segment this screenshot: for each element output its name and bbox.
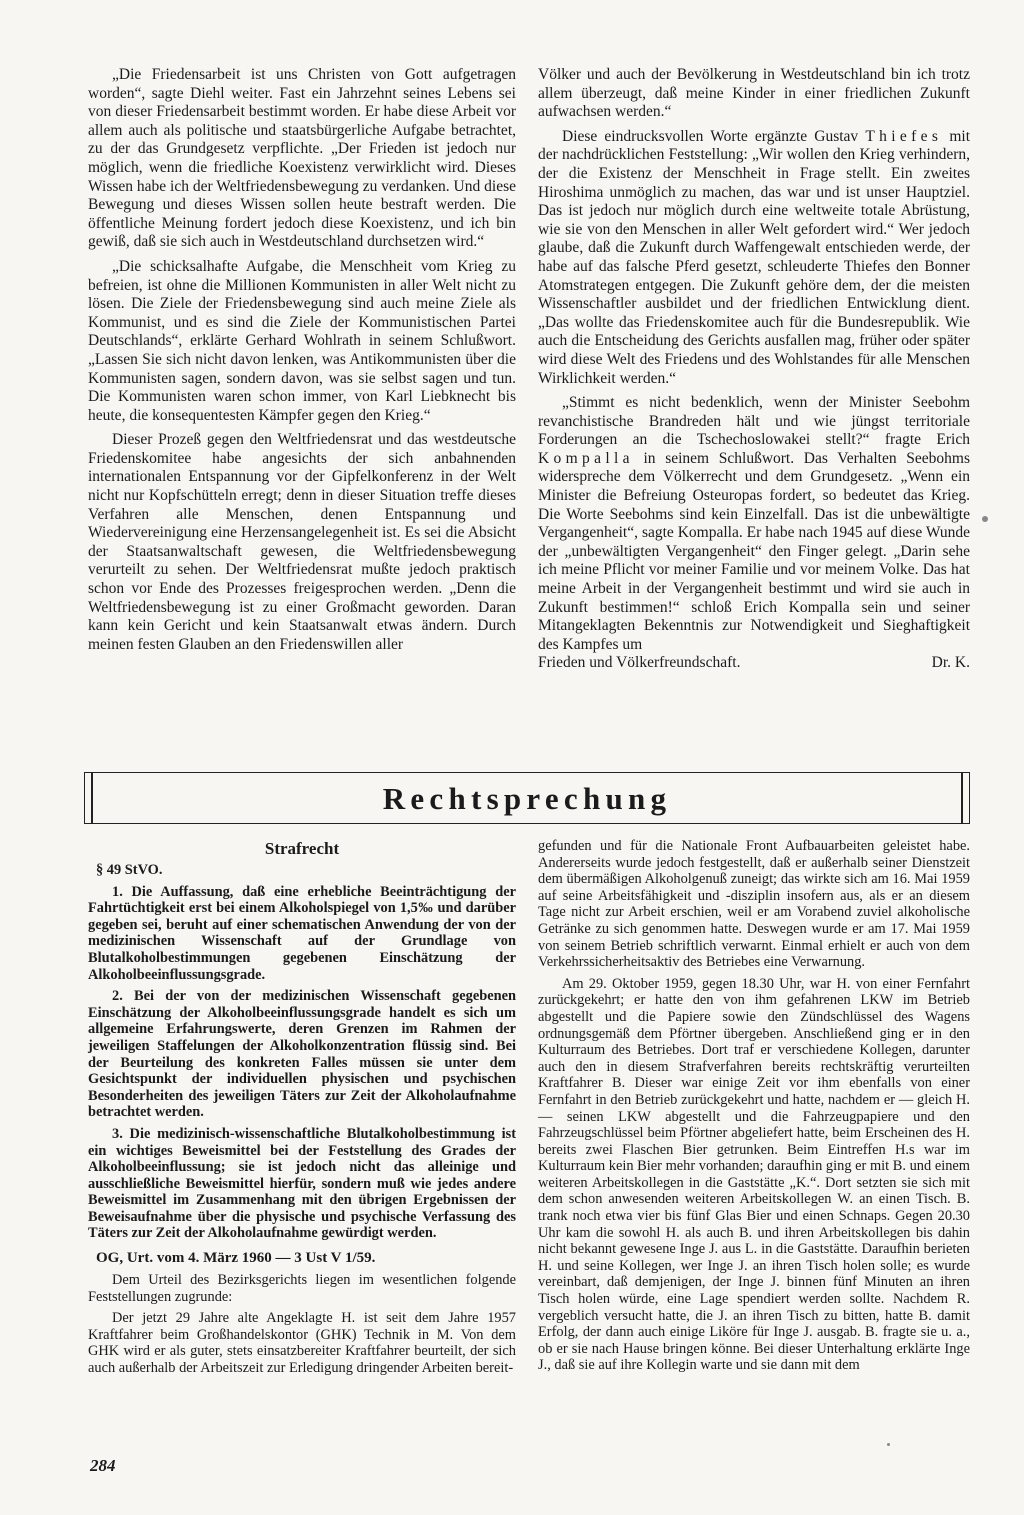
- print-speck: [887, 1443, 890, 1446]
- article-paragraph: „Stimmt es nicht bedenklich, wenn der Minister Seebohm revanchistische Brandreden hält und wie jüngst territoriale Forderungen an die Tschechoslowakei stellt?“ fragte Erich Kompalla in seinem Schlußwort. Das Verhalten Seebohms widerspreche dem Völkerrecht und dem Grundgesetz. „Wenn ein Minister die Befreiung Osteuropas fordert, so bedeutet das Krieg. Die Worte Seebohms sind kein Einzelfall. Das ist die unbewältigte Vergangenheit“, sagte Kompalla. Er habe nach 1945 auf diese Wunde der „unbewältigten Vergangenheit“ den Finger gelegt. „Darin sehe ich meine Pflicht vor meiner Familie und vor meinem Volke. Das hat meine Arbeit in der Vergangenheit bestimmt und wird sie auch in Zukunft bestimmen!“ schloß Erich Kompalla sein und seiner Mitangeklagten Bekenntnis zur Notwendigkeit und Sieghaftigkeit des Kampfes um: [538, 394, 970, 653]
- ruling-paragraph: gefunden und für die Nationale Front Aufbauarbeiten geleistet habe. Andererseits wurde jedoch festgestellt, daß er außerhalb seiner Dienstzeit dem übermäßigen Alkoholgenuß zuneigt; das wirkte sich am 16. Mai 1959 auf seine Arbeitsfähigkeit und -disziplin insofern aus, als er an diesem Tage nicht zur Arbeit erschien, weil er am Vorabend zuviel alkoholische Getränke zu sich genommen hatte. Deswegen wurde er am 17. Mai 1959 von seinem Betrieb schriftlich verwarnt. Einmal erhielt er auch von dem Verkehrssicherheitsaktiv des Betriebes eine Verwarnung.: [538, 838, 970, 971]
- ruling-paragraph: Am 29. Oktober 1959, gegen 18.30 Uhr, war H. von einer Fernfahrt zurückgekehrt; er hatte den von ihm gefahrenen LKW im Betrieb abgestellt und die Papiere sowie den Zündschlüssel des Wagens ordnungsgemäß dem Pförtner übergeben. Anschließend ging er in den Kulturraum des Betriebes. Dort traf er verschiedene Kollegen, darunter auch den in diesem Strafverfahren bereits rechtskräftig verurteilten Kraftfahrer B. Dieser war einige Zeit vor ihm ebenfalls von einer Fernfahrt in den Betrieb zurückgekehrt und hatte, nachdem er — gleich H. — seinen LKW abgestellt und die Fahrzeugpapiere und den Fahrzeugschlüssel beim Pförtner abgeliefert hatte, beim Erscheinen des H. bereits zwei Flaschen Bier getrunken. Beim Eintreffen H.s war im Kulturraum kein Bier mehr vorhanden; daraufhin ging er mit B. und einem weiteren Arbeitskollegen in die Gaststätte „K.“. Dort setzten sie sich mit dem schon anwesenden weiteren Arbeitskollegen W. an einen Tisch. B. trank noch etwa vier bis fünf Glas Bier und einen Schnaps. Gegen 20.30 Uhr kam die sowohl H. als auch B. und ihren Arbeitskollegen bis dahin nicht bekannt gewesene Inge J. aus L. in die Gaststätte. Daraufhin berieten H. und seine Kollegen, wer Inge J. an ihren Tisch holen solle; es wurde vereinbart, daß demjenigen, der Inge J. binnen fünf Minuten an ihren Tisch holen würde, eine Lage spendiert werden sollte. Nachdem R. vergeblich versucht hatte, die J. an ihren Tisch zu bitten, hatte B. damit Erfolg, der dann auch einige Liköre für Inge J. ausgab. B. fragte sie u. a., ob er sie nach Hause bringen könne. Bei dieser Unterhaltung erklärte Inge J., daß sie auf ihre Kollegin warte und sie dann mit dem: [538, 975, 970, 1374]
- section-banner-title: Rechtsprechung: [382, 781, 672, 816]
- author-signature: Dr. K.: [931, 654, 970, 672]
- section-banner: [84, 772, 970, 824]
- article-paragraph: Dieser Prozeß gegen den Weltfriedensrat und das westdeutsche Friedenskomitee habe angesichts der sich anbahnenden internationalen Entspannung vor der Gipfelkonferenz in der Welt nicht nur Kopfschütteln erregt; denn in dieser Situation treffe dieses Verfahren alle Menschen, denen Entspannung und Wiedervereinigung eine Herzensangelegenheit ist. Es sei die Absicht der Staatsanwaltschaft gewesen, die Weltfriedensbewegung verurteilt zu sehen. Der Weltfriedensrat mußte jedoch praktisch schon vor Ende des Prozesses freigesprochen werden. „Denn die Weltfriedensbewegung ist zu einer Großmacht geworden. Daran kann kein Gericht und kein Staatsanwalt etwas ändern. Durch meinen festen Glauben an den Friedenswillen aller: [88, 431, 516, 653]
- leitsatz: 3. Die medizinisch-wissenschaftliche Blutalkoholbestimmung ist ein wichtiges Beweismittel bei der Feststellung des Grades der Alkoholbeeinflussung; sie ist jedoch nicht das alleinige und ausschließliche Beweismittel hierfür, sondern muß wie jedes andere Beweismittel im Zusammenhang mit den übrigen Ergebnissen der Beweisaufnahme über die physische und psychische Verfassung des Täters zur Zeit der Alkoholaufnahme gewürdigt werden.: [88, 1125, 516, 1242]
- leitsatz: 1. Die Auffassung, daß eine erhebliche Beeinträchtigung der Fahrtüchtigkeit erst bei einem Alkoholspiegel von 1,5‰ und darüber gegeben sei, beruht auf einer schematischen Anwendung der von der medizinischen Wissenschaft auf der Grundlage von Blutalkoholbestimmungen gegebenen Einschätzung der Alkoholbeeinflussungsgrade.: [88, 883, 516, 983]
- ruling-paragraph: Dem Urteil des Bezirksgerichts liegen im wesentlichen folgende Feststellungen zugrunde:: [88, 1272, 516, 1305]
- article-paragraph: „Die Friedensarbeit ist uns Christen von Gott aufgetragen worden“, sagte Diehl weiter. Fast ein Jahrzehnt seines Lebens sei von dieser Friedensarbeit bestimmt worden. Er habe diese Arbeit vor allem auch als politische und staatsbürgerliche Aufgabe betrachtet, zu der das Grundgesetz verpflichte. „Der Frieden ist jedoch nur möglich, wenn die friedliche Koexistenz verwirklicht wird. Dieses Wissen habe ich der Weltfriedensbewegung zu verdanken. Und diese Bewegung und dieses Wissen sollen heute bestraft werden. Die öffentliche Meinung fordert jedoch diese Koexistenz, und ich bin gewiß, daß sie sich auch in Westdeutschland durchsetzen wird.“: [88, 66, 516, 251]
- article-paragraph: Diese eindrucksvollen Worte ergänzte Gustav Thiefes mit der nachdrücklichen Feststellung: „Wir wollen den Krieg verhindern, der die Existenz der Menschheit in Frage stellt. Ein zweites Hiroshima unmöglich zu machen, das war und ist unser Hauptziel. Das ist jedoch nur möglich durch eine weltweite totale Abrüstung, wie sie von den Menschen in aller Welt gefordert wird.“ Wer jedoch glaube, daß die Zukunft durch Waffengewalt entschieden werde, der habe auf das falsche Pferd gesetzt, schleuderte Thiefes den Bonner Atomstrategen entgegen. Die Zukunft gehöre dem, der die meisten Wissenschaftler ausbildet und der friedlichen Entwicklung dient. „Das wollte das Friedenskomitee auch für die Bundesrepublik. Wie auch die Entscheidung des Gerichts ausfallen mag, früher oder später wird diese Welt des Friedens und des Wohlstandes für alle Menschen Wirklichkeit werden.“: [538, 127, 970, 387]
- page-number: 284: [90, 1456, 116, 1475]
- article-paragraph: „Die schicksalhafte Aufgabe, die Menschheit vom Krieg zu befreien, ist ohne die Millionen Kommunisten in aller Welt nicht zu lösen. Die Ziele der Friedensbewegung sind auch meine Ziele als Kommunist, und es sind die Ziele der Kommunistischen Partei Deutschlands“, erklärte Gerhard Wohlrath in seinem Schlußwort. „Lassen Sie sich nicht davon lenken, was Antikommunisten über die Kommunisten sagen, sondern davon, was sie selbst sagen und tun. Die Kommunisten waren schon immer, von Karl Liebknecht bis heute, die konsequentesten Kämpfer gegen den Krieg.“: [88, 257, 516, 424]
- spaced-name: Thiefes: [865, 127, 943, 145]
- ruling-left-column: [88, 838, 516, 1377]
- ruling-reference: OG, Urt. vom 4. März 1960 — 3 Ust V 1/59.: [96, 1250, 376, 1267]
- leitsatz: 2. Bei der von der medizinischen Wissenschaft gegebenen Einschätzung der Alkoholbeeinflussungsgrade handelt es sich um allgemeine Erfahrungswerte, deren Grenzen im Rahmen der jeweiligen Staffelungen der Alkoholkonzentration flüssig sind. Bei der Beurteilung des konkreten Falles müssen sie unter dem Gesichtspunkt der individuellen physischen und psychischen Besonderheiten des jeweiligen Täters zur Zeit der Alkoholaufnahme betrachtet werden.: [88, 988, 516, 1121]
- print-speck: [982, 516, 988, 522]
- ruling-paragraph: Der jetzt 29 Jahre alte Angeklagte H. ist seit dem Jahre 1957 Kraftfahrer beim Großhandelskontor (GHK) Technik in M. Von dem GHK wird er als guter, stets einsatzbereiter Kraftfahrer beurteilt, der sich auch außerhalb der Arbeitszeit zur Erledigung dringender Arbeiten bereit-: [88, 1310, 516, 1377]
- paragraph-reference: § 49 StVO.: [96, 862, 163, 878]
- section-heading: Strafrecht: [264, 839, 340, 858]
- article-right-column: [538, 66, 970, 673]
- article-left-column: [88, 66, 516, 654]
- spaced-name: Kompalla: [538, 449, 634, 467]
- ruling-right-column: [538, 838, 970, 1374]
- article-closing-line: Frieden und Völkerfreundschaft. Dr. K.: [538, 654, 970, 672]
- article-paragraph: Völker und auch der Bevölkerung in Westdeutschland bin ich trotz allem überzeugt, daß meine Kinder in einer friedlichen Zukunft aufwachsen werden.“: [538, 66, 970, 121]
